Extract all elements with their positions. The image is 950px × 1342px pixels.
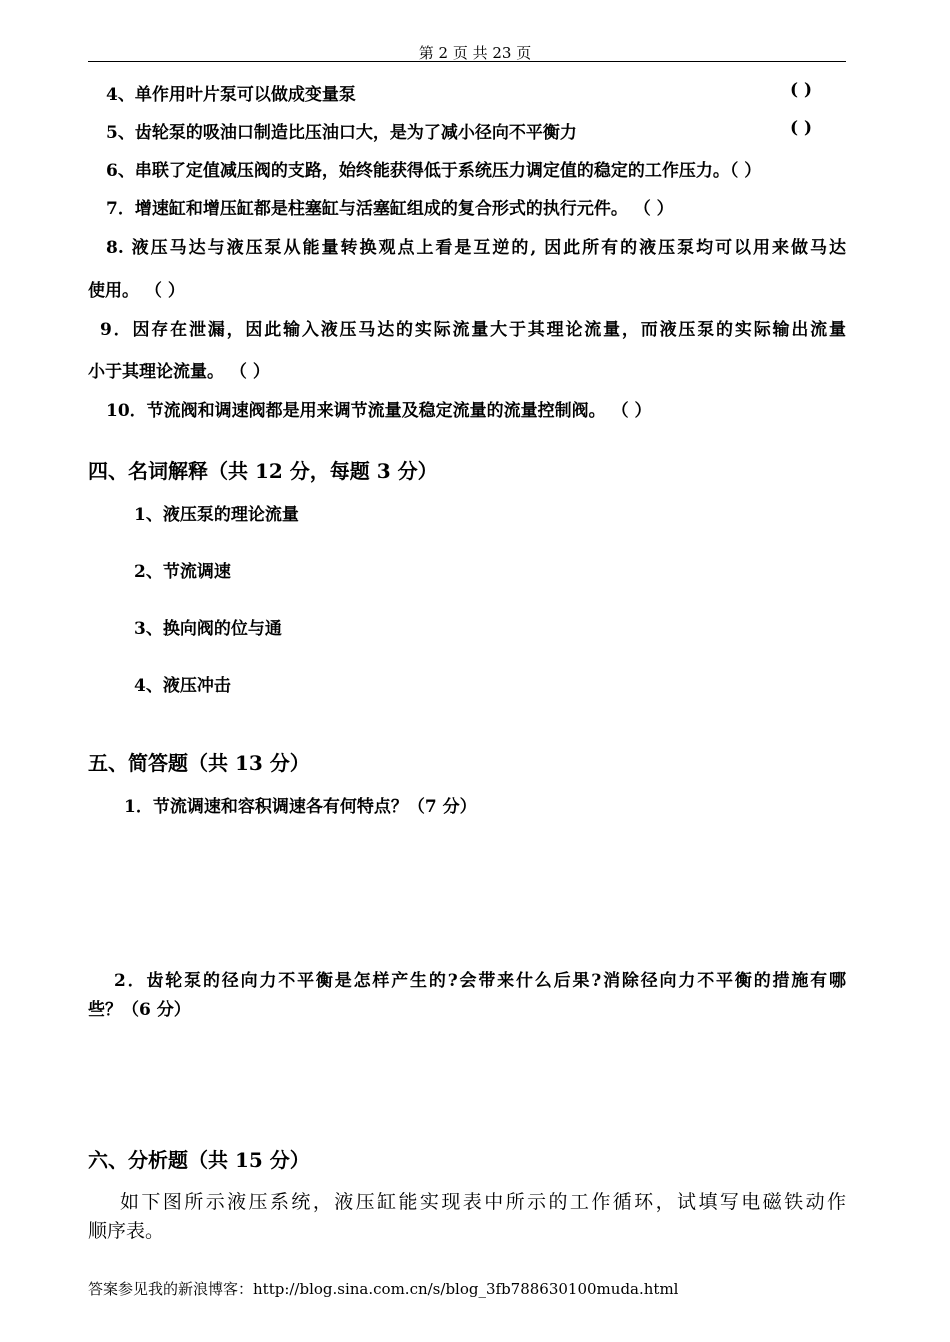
analysis-body-line1: 如下图所示液压系统，液压缸能实现表中所示的工作循环，试填写电磁铁动作	[120, 1191, 846, 1213]
judge-question-9-line1: 9．因存在泄漏，因此输入液压马达的实际流量大于其理论流量，而液压泵的实际输出流量	[100, 320, 846, 340]
judge-question-9-line2: 小于其理论流量。 （ ）	[88, 362, 270, 382]
page-number-header: 第 2 页 共 23 页	[418, 44, 532, 62]
judge-question-5: 5、齿轮泵的吸油口制造比压油口大，是为了减小径向不平衡力	[106, 123, 577, 143]
term-item-3: 3、换向阀的位与通	[134, 619, 282, 639]
short-answer-question-1: 1．节流调速和容积调速各有何特点？（7 分）	[124, 797, 477, 817]
judge-question-7: 7．增速缸和增压缸都是柱塞缸与活塞缸组成的复合形式的执行元件。 （ ）	[106, 199, 674, 219]
judge-question-6: 6、串联了定值减压阀的支路，始终能获得低于系统压力调定值的稳定的工作压力。（ ）	[106, 161, 762, 181]
judge-question-8-line1: 8. 液压马达与液压泵从能量转换观点上看是互逆的, 因此所有的液压泵均可以用来做马达	[106, 238, 846, 258]
term-item-1: 1、液压泵的理论流量	[134, 505, 299, 525]
header-rule	[88, 61, 846, 62]
analysis-body-line2: 顺序表。	[88, 1220, 165, 1242]
section-heading-term-explanation: 四、名词解释（共 12 分，每题 3 分）	[88, 459, 438, 483]
section-heading-analysis: 六、分析题（共 15 分）	[88, 1148, 310, 1172]
answer-blank-4: ( )	[790, 80, 813, 100]
short-answer-question-2-line2: 些？（6 分）	[88, 1000, 191, 1020]
footer-blog-note: 答案参见我的新浪博客：http://blog.sina.com.cn/s/blog_3fb788630100muda.html	[88, 1280, 679, 1298]
judge-question-4: 4、单作用叶片泵可以做成变量泵	[106, 85, 356, 105]
short-answer-question-2-line1: 2．齿轮泵的径向力不平衡是怎样产生的?会带来什么后果?消除径向力不平衡的措施有哪	[114, 971, 846, 991]
judge-question-10: 10．节流阀和调速阀都是用来调节流量及稳定流量的流量控制阀。 （ ）	[106, 401, 652, 421]
answer-blank-5: ( )	[790, 118, 813, 138]
term-item-2: 2、节流调速	[134, 562, 231, 582]
judge-question-8-line2: 使用。 （ ）	[88, 281, 185, 301]
term-item-4: 4、液压冲击	[134, 676, 231, 696]
section-heading-short-answer: 五、简答题（共 13 分）	[88, 751, 310, 775]
